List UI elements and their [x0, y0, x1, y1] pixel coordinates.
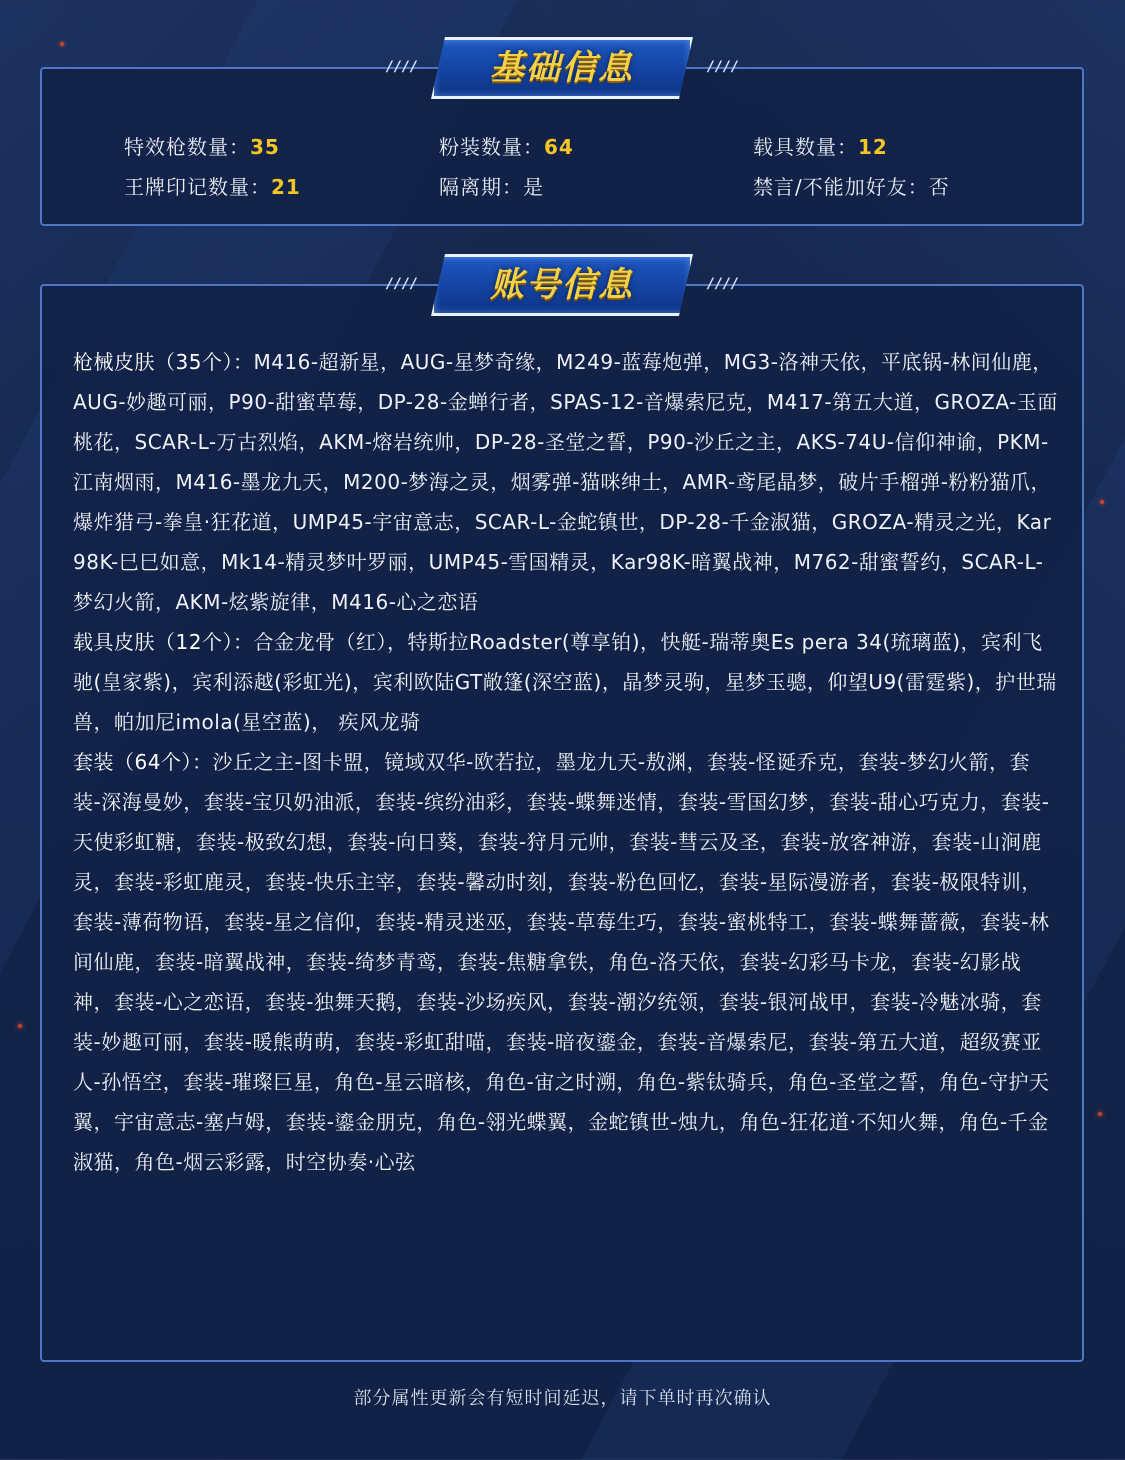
- slash-decoration: / / / /: [708, 276, 737, 292]
- basic-info-row: [124, 171, 1024, 201]
- footer-notice: 部分属性更新会有短时间延迟，请下单时再次确认: [353, 1388, 772, 1409]
- outfits-section: [73, 742, 1058, 1182]
- vehicle-count: [753, 131, 888, 160]
- info-label: 载具数量：: [753, 135, 858, 159]
- spark-decoration: [18, 1024, 22, 1028]
- quarantine-status: [439, 171, 544, 200]
- outfits-list: 沙丘之主-图卡盟，镜域双华-欧若拉，墨龙九天-敖渊，套装-怪诞乔克，套装-梦幻火箭，套装-深海曼妙，套装-宝贝奶油派，套装-缤纷油彩，套装-蝶舞迷情，套装-雪国幻梦，套装-甜心巧克力，套装-天使彩虹糖，套装-极致幻想，套装-向日葵，套装-狩月元帅，套装-彗云及圣，套装-放客神游，套装-山涧鹿灵，套装-彩虹鹿灵，套装-快乐主宰，套装-馨动时刻，套装-粉色回忆，套装-星际漫游者，套装-极限特训，套装-薄荷物语，套装-星之信仰，套装-精灵迷巫，套装-草莓生巧，套装-蜜桃特工，套装-蝶舞蔷薇，套装-林间仙鹿，套装-暗翼战神，套装-绮梦青鸾，套装-焦糖拿铁，角色-洛天依，套装-幻彩马卡龙，套装-幻影战神，套装-心之恋语，套装-独舞天鹅，套装-沙场疾风，套装-潮汐统领，套装-银河战甲，套装-冷魅冰骑，套装-妙趣可丽，套装-暖熊萌萌，套装-彩虹甜喵，套装-暗夜鎏金，套装-音爆索尼，套装-第五大道，超级赛亚人-孙悟空，套装-璀璨巨星，角色-星云暗核，角色-宙之时溯，角色-紫钛骑兵，角色-圣堂之誓，角色-守护天翼，宇宙意志-塞卢姆，套装-鎏金朋克，角色-翎光蝶翼，金蛇镇世-烛九，角色-狂花道·不知火舞，角色-千金淑猫，角色-烟云彩露，时空协奏·心弦: [73, 750, 1050, 1174]
- info-label: 特效枪数量：: [124, 135, 250, 159]
- info-value: 12: [858, 135, 888, 159]
- weapon-skins-section: [73, 342, 1058, 622]
- info-label: 粉装数量：: [439, 135, 544, 159]
- spark-decoration: [1098, 1112, 1102, 1116]
- slash-decoration: / / / /: [387, 59, 416, 75]
- spark-decoration: [1100, 500, 1104, 504]
- info-value: 21: [271, 175, 301, 199]
- account-info-title: 账号信息: [490, 265, 634, 305]
- basic-info-row: [124, 131, 1024, 161]
- vehicle-skins-section: [73, 622, 1058, 742]
- account-details: [73, 342, 1058, 1182]
- info-label: 王牌印记数量：: [124, 175, 271, 199]
- weapon-skins-label: 枪械皮肤（35个）：: [73, 350, 254, 374]
- vehicle-skins-label: 载具皮肤（12个）：: [73, 630, 254, 654]
- info-value: 64: [544, 135, 574, 159]
- vehicle-skins-list: 合金龙骨（红），特斯拉Roadster(尊享铂)，快艇-瑞蒂奥Es pera 34(琉璃蓝)，宾利飞驰(皇家紫)，宾利添越(彩虹光)，宾利欧陆GT敞篷(深空蓝)，晶梦灵驹，星梦玉骢，仰望U9(雷霆紫)，护世瑞兽，帕加尼imola(星空蓝)， 疾风龙骑: [73, 630, 1057, 734]
- effect-gun-count: [124, 131, 280, 160]
- account-info-header: [0, 252, 1125, 318]
- outfits-label: 套装（64个）：: [73, 750, 213, 774]
- pink-outfit-count: [439, 131, 574, 160]
- weapon-skins-list: M416-超新星，AUG-星梦奇缘，M249-蓝莓炮弹，MG3-洛神天依，平底锅-林间仙鹿，AUG-妙趣可丽，P90-甜蜜草莓，DP-28-金蝉行者，SPAS-12-音爆索尼克，M417-第五大道，GROZA-玉面桃花，SCAR-L-万古烈焰，AKM-熔岩统帅，DP-28-圣堂之誓，P90-沙丘之主，AKS-74U-信仰神谕，PKM-江南烟雨，M416-墨龙九天，M200-梦海之灵，烟雾弹-猫咪绅士，AMR-鸢尾晶梦，破片手榴弹-粉粉猫爪，爆炸猎弓-拳皇·狂花道，UMP45-宇宙意志，SCAR-L-金蛇镇世，DP-28-千金淑猫，GROZA-精灵之光，Kar98K-巳巳如意，Mk14-精灵梦叶罗丽，UMP45-雪国精灵，Kar98K-暗翼战神，M762-甜蜜誓约，SCAR-L-梦幻火箭，AKM-炫紫旋律，M416-心之恋语: [73, 350, 1058, 614]
- mute-status: [753, 171, 950, 200]
- ace-mark-count: [124, 171, 301, 200]
- info-value: 否: [928, 175, 950, 199]
- info-label: 隔离期：: [439, 175, 523, 199]
- basic-info-header: [0, 35, 1125, 101]
- basic-info-title: 基础信息: [490, 48, 634, 88]
- info-label: 禁言/不能加好友：: [753, 175, 929, 199]
- slash-decoration: / / / /: [387, 276, 416, 292]
- info-value: 是: [523, 175, 544, 199]
- info-value: 35: [250, 135, 280, 159]
- slash-decoration: / / / /: [708, 59, 737, 75]
